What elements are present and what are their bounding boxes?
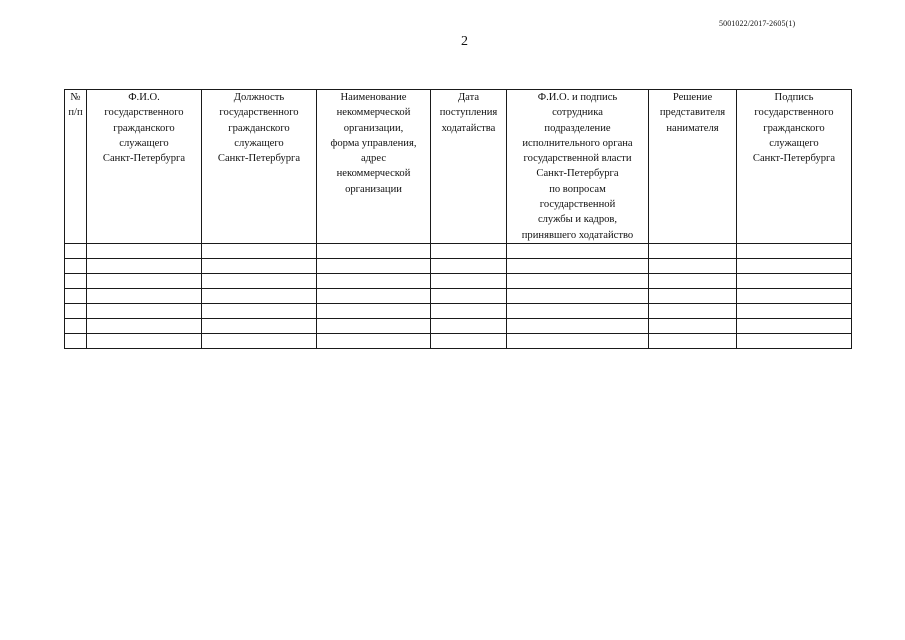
table-row — [65, 258, 852, 273]
table-cell — [649, 273, 737, 288]
table-cell — [202, 288, 317, 303]
table-cell — [649, 333, 737, 348]
table-cell — [507, 273, 649, 288]
header-line: Дата — [457, 92, 480, 103]
column-header-employee-name — [87, 90, 202, 244]
column-header-receiver — [507, 90, 649, 244]
table-row — [65, 288, 852, 303]
header-line: организации, — [343, 122, 404, 134]
table-cell — [65, 303, 87, 318]
column-header-decision — [649, 90, 737, 244]
table-cell — [737, 243, 852, 258]
header-line: ходатайства — [441, 122, 496, 134]
header-line: № — [70, 92, 81, 103]
header-line: службы и кадров, — [537, 214, 618, 226]
table-cell — [507, 333, 649, 348]
table-cell — [431, 333, 507, 348]
table-row — [65, 318, 852, 333]
table-cell — [65, 333, 87, 348]
table-cell — [87, 288, 202, 303]
table-cell — [431, 273, 507, 288]
header-line: некоммерческой — [336, 107, 411, 119]
header-line: организации — [345, 183, 402, 195]
table-cell — [431, 303, 507, 318]
table-cell — [649, 303, 737, 318]
table-cell — [649, 258, 737, 273]
column-header-number — [65, 90, 87, 244]
header-line: служащего — [234, 137, 284, 149]
table-cell — [737, 333, 852, 348]
header-line: представителя — [659, 107, 726, 119]
table-cell — [202, 333, 317, 348]
header-line: нанимателя — [666, 122, 719, 134]
table-header-row — [65, 90, 852, 244]
header-line: некоммерческой — [336, 168, 411, 180]
table-cell — [317, 273, 431, 288]
table-cell — [87, 258, 202, 273]
table-cell — [431, 318, 507, 333]
header-line: государственного — [219, 107, 299, 119]
header-line: исполнительного органа — [522, 137, 633, 149]
header-line: гражданского — [228, 122, 290, 134]
table-row — [65, 333, 852, 348]
header-line: Наименование — [340, 92, 407, 103]
table-cell — [87, 318, 202, 333]
header-line: поступления — [439, 107, 498, 119]
table-cell — [202, 258, 317, 273]
table-cell — [87, 273, 202, 288]
header-line: п/п — [68, 107, 83, 119]
table-cell — [737, 288, 852, 303]
table-cell — [317, 318, 431, 333]
column-header-signature — [737, 90, 852, 244]
table-cell — [87, 243, 202, 258]
header-line: подразделение — [544, 122, 611, 134]
table-cell — [65, 288, 87, 303]
column-header-date — [431, 90, 507, 244]
header-line: адрес — [360, 153, 387, 165]
table-cell — [87, 333, 202, 348]
header-line: Санкт-Петербурга — [217, 153, 301, 165]
column-header-position — [202, 90, 317, 244]
table-cell — [507, 258, 649, 273]
header-line: принявшего ходатайство — [521, 229, 634, 241]
header-line: Ф.И.О. — [128, 92, 160, 103]
table-body — [65, 243, 852, 348]
header-line: Санкт-Петербурга — [752, 153, 836, 165]
header-line: служащего — [769, 137, 819, 149]
header-line: гражданского — [763, 122, 825, 134]
table-cell — [65, 318, 87, 333]
table-cell — [202, 273, 317, 288]
table-cell — [65, 258, 87, 273]
table-cell — [507, 243, 649, 258]
header-line: сотрудника — [552, 107, 603, 119]
table-cell — [317, 258, 431, 273]
table-cell — [507, 318, 649, 333]
header-line: Решение — [672, 92, 713, 103]
header-line: гражданского — [113, 122, 175, 134]
table-cell — [202, 303, 317, 318]
header-line: Санкт-Петербурга — [102, 153, 186, 165]
table-cell — [507, 303, 649, 318]
header-line: Подпись — [774, 92, 814, 103]
header-line: государственной — [539, 199, 616, 211]
page-number: 2 — [461, 34, 468, 49]
table-cell — [87, 303, 202, 318]
table-cell — [737, 318, 852, 333]
table-cell — [202, 318, 317, 333]
table-cell — [431, 258, 507, 273]
header-line: по вопросам — [549, 183, 606, 195]
header-line: государственного — [104, 107, 184, 119]
table-cell — [317, 243, 431, 258]
register-table — [64, 89, 852, 349]
table-cell — [649, 243, 737, 258]
table-cell — [737, 273, 852, 288]
table-cell — [317, 288, 431, 303]
table-cell — [431, 243, 507, 258]
document-id: 5001022/2017-2605(1) — [719, 19, 796, 28]
table-cell — [65, 273, 87, 288]
column-header-organization — [317, 90, 431, 244]
table-cell — [649, 288, 737, 303]
table-cell — [737, 303, 852, 318]
header-line: Должность — [233, 92, 285, 103]
table-cell — [317, 303, 431, 318]
table-row — [65, 243, 852, 258]
header-line: Ф.И.О. и подпись — [537, 92, 618, 103]
header-line: служащего — [119, 137, 169, 149]
table-cell — [431, 288, 507, 303]
table-row — [65, 273, 852, 288]
table-cell — [737, 258, 852, 273]
table-row — [65, 303, 852, 318]
table-cell — [317, 333, 431, 348]
header-line: государственной власти — [523, 153, 632, 165]
table-cell — [202, 243, 317, 258]
table-cell — [65, 243, 87, 258]
header-line: Санкт-Петербурга — [536, 168, 619, 180]
header-line: форма управления, — [330, 137, 417, 149]
header-line: государственного — [754, 107, 834, 119]
table-cell — [649, 318, 737, 333]
table-cell — [507, 288, 649, 303]
